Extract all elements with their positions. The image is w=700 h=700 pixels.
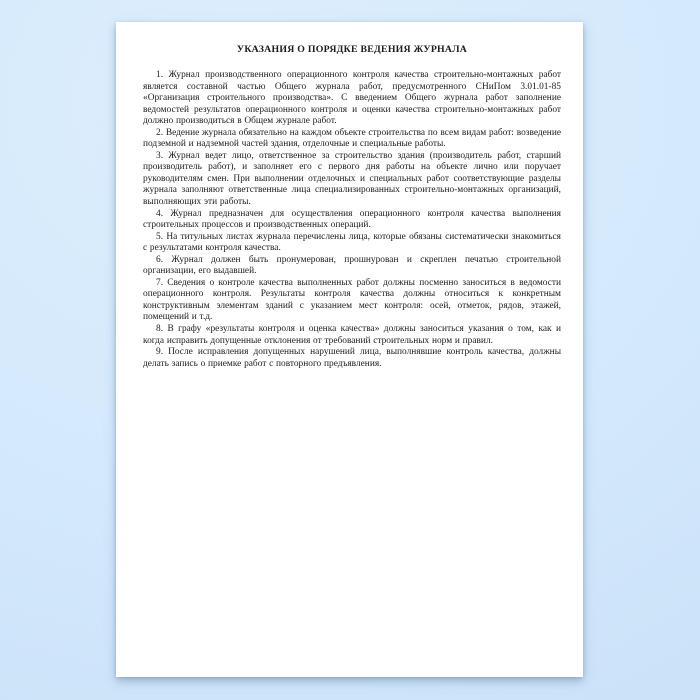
paragraph-3: 3. Журнал ведет лицо, ответственное за строительство здания (производитель работ, старший производитель работ), и заполняет его с первого дня работы на объекте лично или поручает руководителям смен. При выполнении отделочных и специальных работ соответствующие разделы журнала заполняют ответственные лица специализированных строительно-монтажных организаций, выполняющих эти работы. <box>143 150 561 208</box>
document-body <box>143 70 561 370</box>
paragraph-1: 1. Журнал производственного операционного контроля качества строительно-монтажных работ является составной частью Общего журнала работ, предусмотренного СНиПом 3.01.01-85 «Организация строительного производства». С введением Общего журнала работ заполнение ведомостей результатов операционного контроля и оценки качества строительно-монтажных работ должно производиться в Общем журнале работ. <box>143 70 561 127</box>
document-page <box>116 22 583 677</box>
paragraph-6: 6. Журнал должен быть пронумерован, прошнурован и скреплен печатью строительной организации, его выдавшей. <box>143 254 561 277</box>
paragraph-2: 2. Ведение журнала обязательно на каждом объекте строительства по всем видам работ: возведение подземной и надземной частей здания, отделочные и специальные работы. <box>143 127 561 150</box>
paragraph-5: 5. На титульных листах журнала перечислены лица, которые обязаны систематически знакомиться с результатами контроля качества. <box>143 231 561 254</box>
paragraph-7: 7. Сведения о контроле качества выполненных работ должны посменно заноситься в ведомости операционного контроля. Результаты контроля качества должны относиться к конкретным конструктивным элементам зданий с указанием мест контроля: осей, отметок, рядов, этажей, помещений и т.д. <box>143 277 561 323</box>
paragraph-9: 9. После исправления допущенных нарушений лица, выполнявшие контроль качества, должны делать запись о приемке работ с повторного предъявления. <box>143 347 561 369</box>
paragraph-4: 4. Журнал предназначен для осуществления операционного контроля качества выполнения строительных процессов и производственных операций. <box>143 208 561 231</box>
paragraph-8: 8. В графу «результаты контроля и оценка качества» должны заноситься указания о том, как и когда исправить допущенные отклонения от требований строительных норм и правил. <box>143 324 561 346</box>
document-title: УКАЗАНИЯ О ПОРЯДКЕ ВЕДЕНИЯ ЖУРНАЛА <box>236 44 468 55</box>
